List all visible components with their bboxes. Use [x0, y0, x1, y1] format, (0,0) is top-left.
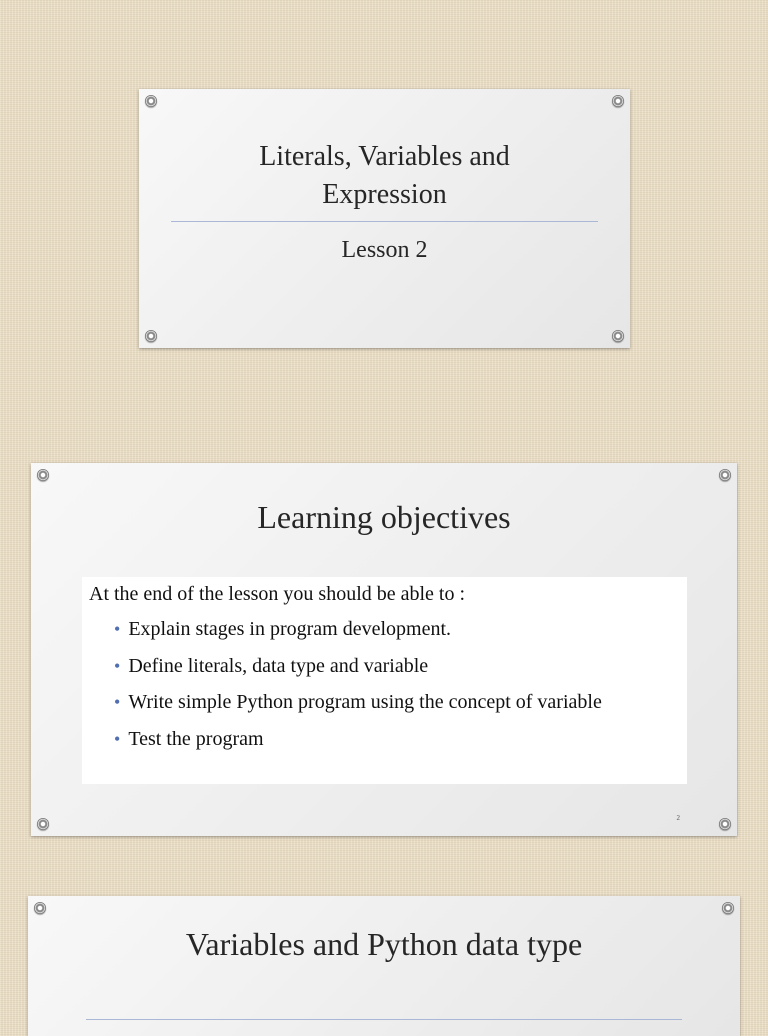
title-line-2: Expression — [322, 179, 447, 210]
list-item — [114, 727, 602, 764]
list-item-text: Test the program — [128, 727, 264, 750]
list-item-text: Write simple Python program using the concept of variable — [128, 691, 602, 713]
pushpin-icon — [37, 818, 49, 830]
slide-title-heading — [139, 138, 630, 214]
list-item — [114, 690, 602, 727]
slide-number: 2 — [676, 814, 680, 822]
bullet-icon: • — [114, 728, 121, 749]
pushpin-icon — [612, 95, 624, 107]
pushpin-icon — [37, 469, 49, 481]
list-item-text: Define literals, data type and variable — [128, 654, 429, 677]
pushpin-icon — [719, 469, 731, 481]
slide-variables — [28, 896, 740, 1036]
bullet-icon: • — [114, 692, 121, 712]
slide-learning-objectives — [31, 463, 737, 836]
list-item-text: Explain stages in program development. — [128, 618, 452, 640]
pushpin-icon — [145, 95, 157, 107]
pushpin-icon — [145, 330, 157, 342]
title-line-1: Literals, Variables and — [259, 141, 510, 172]
slide-heading: Learning objectives — [257, 499, 511, 535]
bullet-icon: • — [114, 655, 121, 676]
pushpin-icon — [719, 818, 731, 830]
objectives-list — [114, 617, 602, 763]
slide-title — [139, 89, 630, 348]
divider — [171, 221, 598, 222]
slide-subtitle: Lesson 2 — [341, 237, 428, 263]
objectives-box — [82, 577, 687, 784]
objectives-intro: At the end of the lesson you should be able to : — [89, 583, 466, 605]
list-item — [114, 617, 602, 654]
pushpin-icon — [612, 330, 624, 342]
pushpin-icon — [722, 902, 734, 914]
divider — [86, 1019, 682, 1020]
pushpin-icon — [34, 902, 46, 914]
bullet-icon: • — [114, 619, 121, 639]
slide-heading: Variables and Python data type — [185, 926, 583, 962]
list-item — [114, 654, 602, 691]
